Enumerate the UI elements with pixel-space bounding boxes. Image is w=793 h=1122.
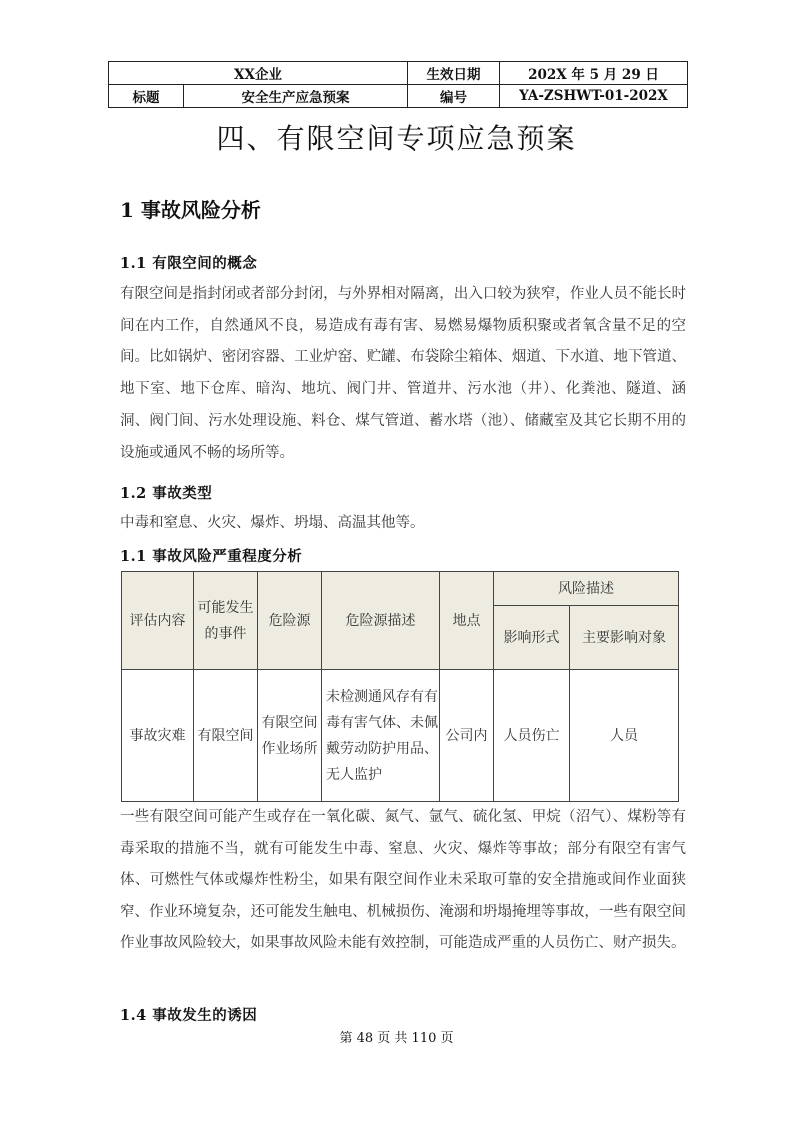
code-value: YA-ZSHWT-01-202X <box>500 85 688 108</box>
section-heading-risk-analysis: 1 事故风险分析 <box>120 198 261 222</box>
code-label: 编号 <box>408 85 500 108</box>
heading-accident-types: 1.2 事故类型 <box>120 485 213 502</box>
th-impact-target: 主要影响对象 <box>570 606 679 670</box>
paragraph-accident-types: 中毒和窒息、火灾、爆炸、坍塌、高温其他等。 <box>120 515 425 531</box>
th-location: 地点 <box>440 572 494 670</box>
document-header-table <box>108 61 688 108</box>
th-hazard-description: 危险源描述 <box>322 572 440 670</box>
table-row <box>122 670 679 802</box>
th-impact-form: 影响形式 <box>494 606 570 670</box>
heading-accident-causes: 1.4 事故发生的诱因 <box>120 1007 258 1024</box>
cell-impact-target: 人员 <box>570 670 679 802</box>
effective-date-label: 生效日期 <box>408 62 500 85</box>
cell-hazard: 有限空间作业场所 <box>258 670 322 802</box>
title-label: 标题 <box>109 85 184 108</box>
th-hazard: 危险源 <box>258 572 322 670</box>
th-risk-description: 风险描述 <box>494 572 679 606</box>
cell-hazard-description: 未检测通风存有有毒有害气体、未佩戴劳动防护用品、无人监护 <box>322 670 440 802</box>
paragraph-confined-space-concept: 有限空间是指封闭或者部分封闭，与外界相对隔离，出入口较为狭窄，作业人员不能长时间在内工作，自然通风不良，易造成有毒有害、易燃易爆物质积聚或者氧含量不足的空间。比如锅炉、密闭容器、工业炉窑、贮罐、布袋除尘箱体、烟道、下水道、地下管道、地下室、地下仓库、暗沟、地坑、阀门井、管道井、污水池（井）、化粪池、隧道、涵洞、阀门间、污水处理设施、料仓、煤气管道、蓄水塔（池）、储藏室及其它长期不用的设施或通风不畅的场所等。 <box>120 286 686 461</box>
effective-date-value: 202X 年 5 月 29 日 <box>500 62 688 85</box>
heading-confined-space-concept: 1.1 有限空间的概念 <box>120 255 258 272</box>
th-possible-event: 可能发生的事件 <box>194 572 258 670</box>
risk-analysis-table <box>121 571 679 802</box>
cell-possible-event: 有限空间 <box>194 670 258 802</box>
document-title: 四、有限空间专项应急预案 <box>216 122 577 155</box>
cell-location: 公司内 <box>440 670 494 802</box>
company-name: XX企业 <box>109 62 408 85</box>
th-assessment-item: 评估内容 <box>122 572 194 670</box>
heading-risk-severity: 1.1 事故风险严重程度分析 <box>120 548 303 565</box>
page-number: 第 48 页 共 110 页 <box>339 1031 454 1046</box>
cell-assessment-item: 事故灾难 <box>122 670 194 802</box>
title-value: 安全生产应急预案 <box>184 85 408 108</box>
cell-impact-form: 人员伤亡 <box>494 670 570 802</box>
paragraph-risk-explanation: 一些有限空间可能产生或存在一氧化碳、氮气、氩气、硫化氢、甲烷（沼气）、煤粉等有毒采取的措施不当，就有可能发生中毒、窒息、火灾、爆炸等事故；部分有限空有害气体、可燃性气体或爆炸性粉尘，如果有限空间作业未采取可靠的安全措施或间作业面狭窄、作业环境复杂，还可能发生触电、机械损伤、淹溺和坍塌掩埋等事故，一些有限空间作业事故风险较大，如果事故风险未能有效控制，可能造成严重的人员伤亡、财产损失。 <box>120 809 686 951</box>
